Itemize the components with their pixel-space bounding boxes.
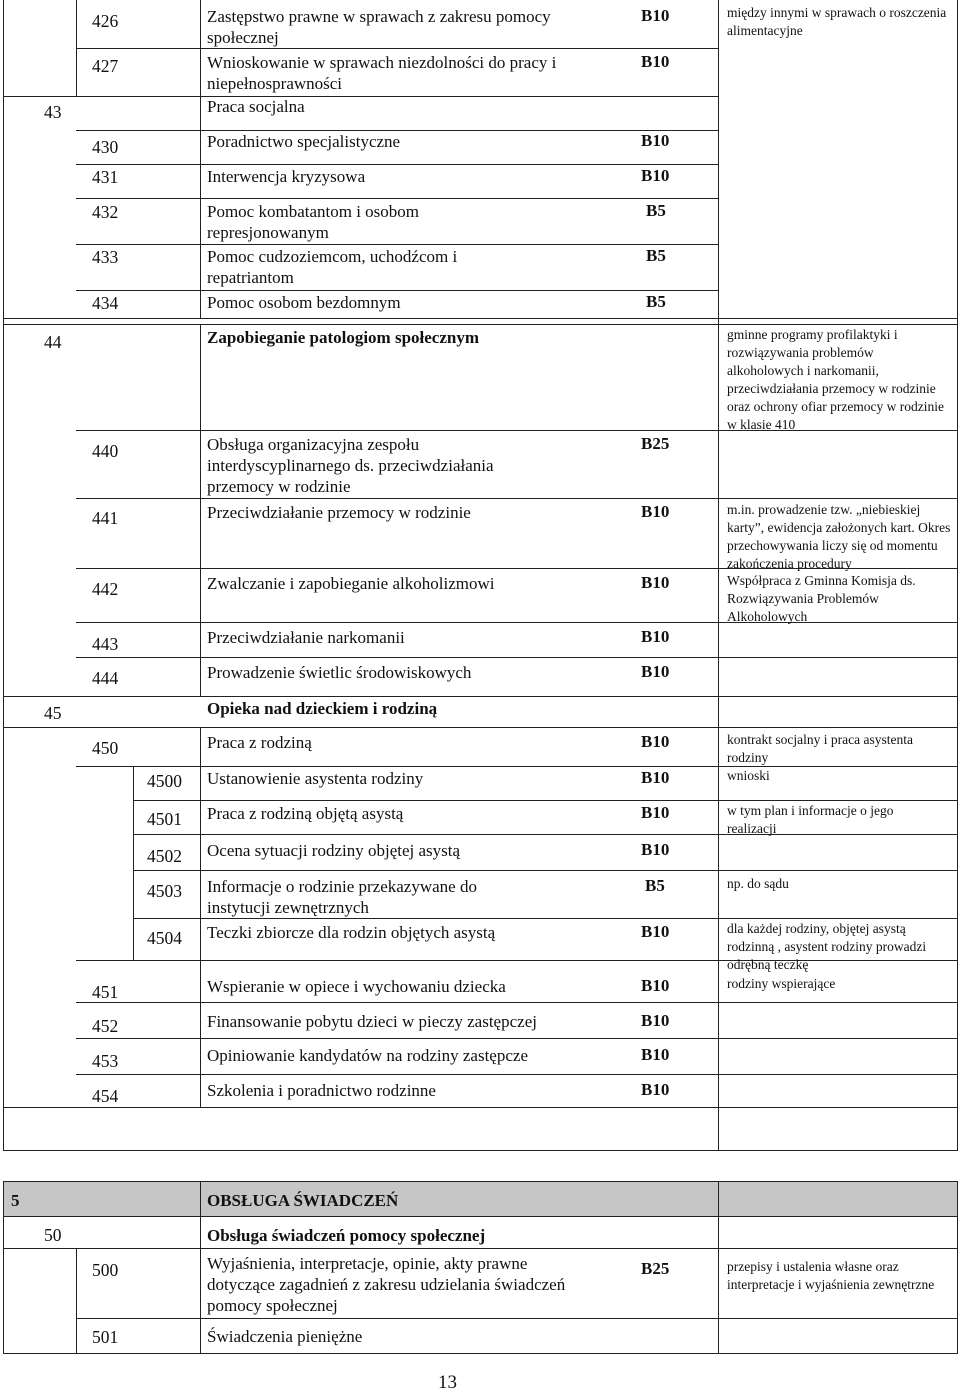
row-line	[76, 244, 718, 245]
row-code: 434	[92, 293, 119, 313]
retention-category: B10	[641, 52, 670, 71]
col-line-d	[718, 0, 719, 1151]
col-line-lower	[200, 1181, 201, 1354]
row-label: Poradnictwo specjalistyczne	[207, 132, 401, 151]
section-title: Opieka nad dzieckiem i rodziną	[207, 699, 438, 718]
row-line	[3, 96, 718, 97]
row-note: między innymi w sprawach o roszczenia alimentacyjne	[727, 5, 947, 38]
row-label: Wyjaśnienia, interpretacje, opinie, akty prawne dotyczące zagadnień z zakresu udzielania świadczeń pomocy społecznej	[207, 1254, 566, 1315]
section-code: 5	[11, 1191, 20, 1210]
row-line	[76, 164, 718, 165]
retention-category: B10	[641, 922, 670, 941]
retention-category: B5	[646, 246, 666, 265]
row-label: Interwencja kryzysowa	[207, 167, 366, 186]
retention-category: B10	[641, 840, 670, 859]
row-label: Wspieranie w opiece i wychowaniu dziecka	[207, 977, 506, 996]
row-code: 500	[92, 1260, 119, 1280]
row-note: rodziny wspierające	[727, 976, 836, 991]
retention-category: B10	[641, 573, 670, 592]
row-label: Informacje o rodzinie przekazywane do instytucji zewnętrznych	[207, 877, 477, 917]
row-note: Współpraca z Gminna Komisja ds. Rozwiązywania Problemów Alkoholowych	[727, 573, 916, 624]
section-code: 45	[44, 703, 62, 723]
row-note: m.in. prowadzenie tzw. „niebieskiej karty”, ewidencja założonych kart. Okres przechowywania liczy się od momentu zakończenia procedury	[727, 502, 951, 571]
row-line	[3, 1248, 958, 1249]
section-title: OBSŁUGA ŚWIADCZEŃ	[207, 1191, 399, 1210]
row-label: Pomoc kombatantom i osobom represjonowanym	[207, 202, 420, 242]
col-line-c	[133, 766, 134, 960]
row-code: 4501	[147, 809, 182, 829]
row-code: 431	[92, 167, 119, 187]
row-label: Prowadzenie świetlic środowiskowych	[207, 663, 472, 682]
col-line-b2	[200, 324, 201, 696]
row-line	[3, 324, 958, 325]
row-label: Finansowanie pobytu dzieci w pieczy zastępczej	[207, 1012, 537, 1031]
col-line-lower	[76, 1248, 77, 1354]
row-note: kontrakt socjalny i praca asystenta rodziny	[727, 732, 913, 765]
row-label: Przeciwdziałanie narkomanii	[207, 628, 405, 647]
row-line	[76, 1038, 958, 1039]
row-code: 451	[92, 982, 119, 1002]
row-label: Praca z rodziną	[207, 733, 312, 752]
page-number: 13	[438, 1372, 457, 1393]
row-line	[133, 800, 958, 801]
row-line	[76, 1318, 958, 1319]
row-line	[3, 727, 958, 728]
retention-category: B25	[641, 434, 670, 453]
row-code: 442	[92, 579, 119, 599]
row-label: Przeciwdziałanie przemocy w rodzinie	[207, 503, 471, 522]
row-label: Ocena sytuacji rodziny objętej asystą	[207, 841, 461, 860]
row-label: Opiniowanie kandydatów na rodziny zastępcze	[207, 1046, 528, 1065]
row-code: 4503	[147, 881, 182, 901]
row-code: 452	[92, 1016, 119, 1036]
row-label: Zwalczanie i zapobieganie alkoholizmowi	[207, 574, 495, 593]
retention-category: B10	[641, 166, 670, 185]
row-line	[76, 498, 958, 499]
row-note: dla każdej rodziny, objętej asystą rodzinną , asystent rodziny prowadzi odrębną teczkę	[727, 921, 927, 972]
retention-category: B10	[641, 1011, 670, 1030]
row-code: 450	[92, 738, 119, 758]
row-note: wnioski	[727, 768, 770, 783]
row-note: np. do sądu	[727, 876, 789, 891]
section-title: Obsługa świadczeń pomocy społecznej	[207, 1226, 486, 1245]
row-line	[3, 318, 958, 319]
row-code: 433	[92, 247, 119, 267]
retention-category: B10	[641, 131, 670, 150]
section-title: Praca socjalna	[207, 97, 305, 116]
row-line	[76, 657, 958, 658]
retention-category: B10	[641, 768, 670, 787]
row-label: Szkolenia i poradnictwo rodzinne	[207, 1081, 436, 1100]
retention-category: B25	[641, 1259, 670, 1278]
row-line	[76, 1002, 958, 1003]
retention-category: B10	[641, 976, 670, 995]
retention-category: B10	[641, 732, 670, 751]
section-band	[4, 1182, 957, 1216]
row-code: 4502	[147, 846, 182, 866]
row-line	[3, 696, 958, 697]
retention-category: B10	[641, 803, 670, 822]
retention-category: B10	[641, 627, 670, 646]
col-line-b3	[200, 727, 201, 1107]
row-code: 4504	[147, 928, 182, 948]
row-code: 453	[92, 1051, 119, 1071]
row-line	[3, 1107, 958, 1108]
row-line	[3, 1216, 958, 1217]
section-title: Zapobieganie patologiom społecznym	[207, 328, 480, 347]
retention-category: B10	[641, 6, 670, 25]
retention-category: B10	[641, 662, 670, 681]
row-code: 444	[92, 668, 119, 688]
section-code: 43	[44, 102, 62, 122]
retention-category: B5	[646, 201, 666, 220]
row-line	[133, 870, 958, 871]
row-note: w tym plan i informacje o jego realizacji	[727, 803, 894, 836]
row-code: 440	[92, 441, 119, 461]
row-code: 4500	[147, 771, 182, 791]
row-note: przepisy i ustalenia własne oraz interpretacje i wyjaśnienia zewnętrzne	[727, 1259, 935, 1292]
row-code: 432	[92, 202, 119, 222]
retention-category: B5	[646, 292, 666, 311]
row-label: Wnioskowanie w sprawach niezdolności do pracy i niepełnosprawności	[207, 53, 557, 93]
retention-category: B5	[645, 876, 665, 895]
row-label: Świadczenia pieniężne	[207, 1327, 363, 1346]
row-label: Praca z rodziną objętą asystą	[207, 804, 404, 823]
row-line	[76, 198, 718, 199]
section-code: 50	[44, 1225, 62, 1245]
row-code: 427	[92, 56, 119, 76]
row-code: 441	[92, 508, 119, 528]
row-note: gminne programy profilaktyki i rozwiązywania problemów alkoholowych i narkomanii, przeciwdziałania przemocy w rodzinie oraz ochrony ofiar przemocy w rodzinie w klasie 410	[727, 327, 945, 432]
row-code: 501	[92, 1327, 119, 1347]
row-label: Pomoc osobom bezdomnym	[207, 293, 401, 312]
row-code: 454	[92, 1086, 119, 1106]
col-line-lower	[718, 1181, 719, 1354]
row-label: Ustanowienie asystenta rodziny	[207, 769, 424, 788]
row-line	[76, 1074, 958, 1075]
row-label: Teczki zbiorcze dla rodzin objętych asystą	[207, 923, 496, 942]
row-label: Pomoc cudzoziemcom, uchodźcom i repatriantom	[207, 247, 458, 287]
retention-category: B10	[641, 1080, 670, 1099]
retention-category: B10	[641, 1045, 670, 1064]
row-line	[76, 290, 718, 291]
row-line	[76, 48, 718, 49]
row-code: 426	[92, 11, 119, 31]
row-code: 443	[92, 634, 119, 654]
row-label: Zastępstwo prawne w sprawach z zakresu pomocy społecznej	[207, 7, 551, 47]
row-line	[133, 918, 958, 919]
section-code: 44	[44, 332, 62, 352]
row-label: Obsługa organizacyjna zespołu interdyscyplinarnego ds. przeciwdziałania przemocy w rodzinie	[207, 435, 494, 496]
row-code: 430	[92, 137, 119, 157]
retention-category: B10	[641, 502, 670, 521]
